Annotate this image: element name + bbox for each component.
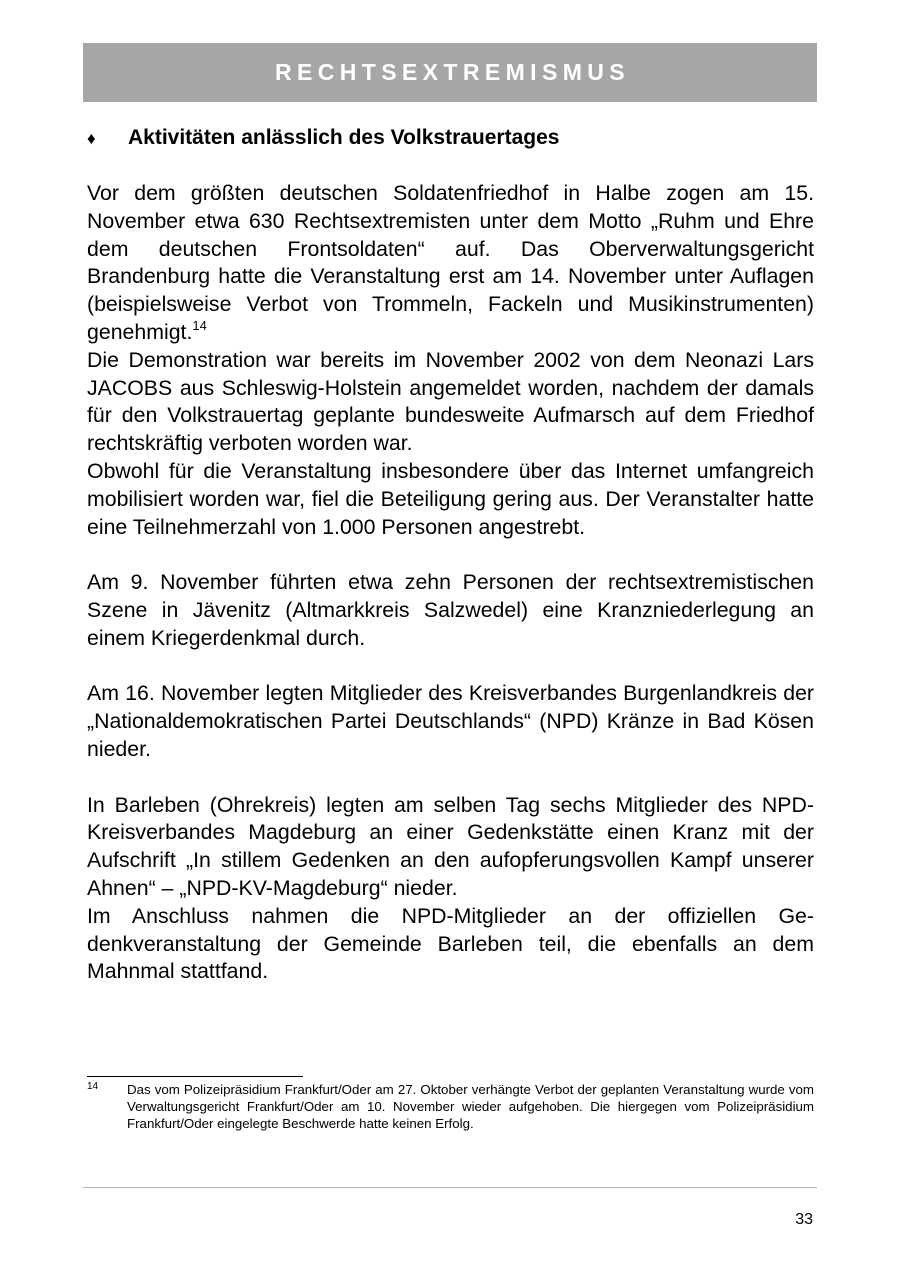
- paragraph: Im Anschluss nahmen die NPD-Mitglieder an der offiziellen Gedenkveranstaltung der Gemeinde Barleben teil, die ebenfalls an dem Mahnmal stattfand.: [87, 903, 814, 984]
- body-text: [87, 180, 814, 986]
- footnote-text: Das vom Polizeipräsidium Frankfurt/Oder am 27. Oktober verhängte Verbot der geplanten Veranstaltung wurde vom Verwaltungsgericht Frankfurt/Oder am 10. November wieder aufgehoben. Die hiergegen vom Polizeipräsidium Frankfurt/Oder eingelegte Beschwerde hatte keinen Erfolg.: [127, 1082, 814, 1132]
- paragraph: Am 9. November führten etwa zehn Personen der rechtsextremistischen Szene in Jävenitz (Altmarkkreis Salzwedel) eine Kranzniederlegung an einem Kriegerdenkmal durch.: [87, 570, 814, 650]
- paragraph: Die Demonstration war bereits im November 2002 von dem Neonazi Lars JACOBS aus Schleswig-Holstein angemeldet worden, nachdem der damals für den Volkstrauertag geplante bundesweite Aufmarsch auf dem Friedhof rechtskräftig verboten worden war.: [87, 347, 814, 456]
- footnote-number: 14: [87, 1081, 99, 1092]
- paragraph: [87, 180, 814, 347]
- footer-divider: [83, 1187, 817, 1188]
- paragraph-text: Vor dem größten deutschen Soldatenfriedhof in Halbe zogen am 15. November etwa 630 Rechtsextremisten unter dem Motto „Ruhm und Ehre dem deutschen Frontsoldaten“ auf. Das Oberverwaltungsgericht Brandenburg hatte die Veranstaltung erst am 14. November unter Auflagen (beispielsweise Verbot von Trommeln, Fackeln und Musikinstrumenten) genehmigt.: [87, 181, 814, 344]
- footnote-reference[interactable]: 14: [192, 317, 207, 333]
- footnote: [87, 1081, 814, 1133]
- footnote-separator: [87, 1076, 303, 1077]
- diamond-bullet-icon: ♦: [87, 129, 96, 148]
- paragraph: Obwohl für die Veranstaltung insbesondere über das Internet umfangreich mobilisiert worden war, fiel die Beteiligung gering aus. Der Veranstalter hatte eine Teilnehmerzahl von 1.000 Personen angestrebt.: [87, 458, 814, 539]
- section-heading-text: Aktivitäten anlässlich des Volkstrauertages: [128, 126, 560, 149]
- chapter-title: RECHTSEXTREMISMUS: [274, 59, 631, 85]
- paragraph: In Barleben (Ohrekreis) legten am selben Tag sechs Mitglieder des NPD-Kreisverbandes Magdeburg an einer Gedenkstätte einen Kranz mit der Aufschrift „In stillem Gedenken an den aufopferungsvollen Kampf unserer Ahnen“ – „NPD-KV-Magdeburg“ nieder.: [87, 792, 814, 900]
- chapter-header-bar: [83, 43, 817, 102]
- section-heading: [87, 124, 817, 153]
- paragraph: Am 16. November legten Mitglieder des Kreisverbandes Burgenlandkreis der „Nationaldemokratischen Partei Deutschlands“ (NPD) Kränze in Bad Kösen nieder.: [87, 681, 814, 761]
- page-number: 33: [795, 1211, 813, 1228]
